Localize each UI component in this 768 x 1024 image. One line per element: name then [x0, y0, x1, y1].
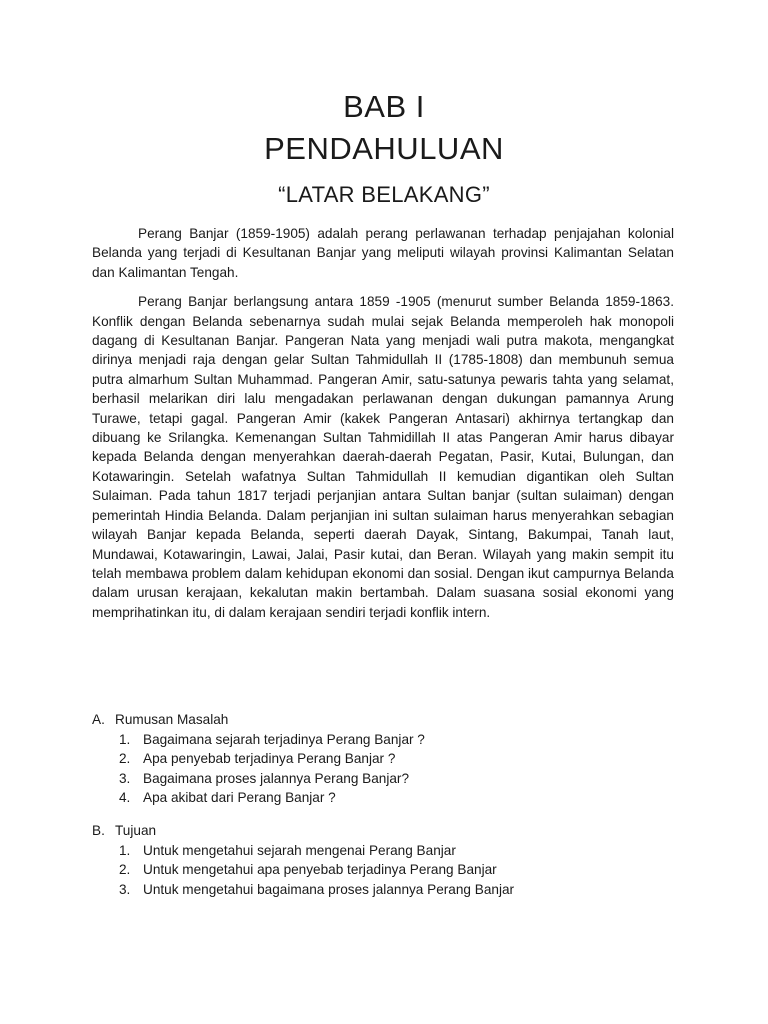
section-letter: B.: [92, 823, 105, 838]
list-item: [92, 860, 674, 880]
list-number: 3.: [119, 881, 131, 897]
paragraph-history: Perang Banjar berlangsung antara 1859 -1905 (menurut sumber Belanda 1859-1863. Konflik dengan Belanda sebenarnya sudah mulai sejak Belanda memperoleh hak monopoli dagang di Kesultanan Banjar. Pangeran Nata yang menjadi wali putra makota, mengangkat dirinya menjadi raja dengan gelar Sultan Tahmidullah II (1785-1808) dan membunuh semua putra almarhum Sultan Muhammad. Pangeran Amir, satu-satunya pewaris tahta yang selamat, berhasil melarikan diri lalu mengadakan perlawanan dengan dukungan pamannya Arung Turawe, tetapi gagal. Pangeran Amir (kakek Pangeran Antasari) akhirnya tertangkap dan dibuang ke Srilangka. Kemenangan Sultan Tahmidillah II atas Pangeran Amir harus dibayar kepada Belanda dengan menyerahkan daerah-daerah Pegatan, Pasir, Kutai, Bulungan, dan Kotawaringin. Setelah wafatnya Sultan Tahmidullah II kemudian digantikan oleh Sultan Sulaiman. Pada tahun 1817 terjadi perjanjian antara Sultan banjar (sultan sulaiman) dengan pemerintah Hindia Belanda. Dalam perjanjian ini sultan sulaiman harus menyerahkan sebagian wilayah Banjar kepada Belanda, seperti daerah Dayak, Sintang, Bakumpai, Tanah laut, Mundawai, Kotawaringin, Lawai, Jalai, Pasir kutai, dan Beran. Wilayah yang makin sempit itu telah membawa problem dalam kehidupan ekonomi dan sosial. Dengan ikut campurnya Belanda dalam urusan kerajaan, kekalutan makin bertambah. Dalam suasana sosial ekonomi yang memprihatinkan itu, di dalam kerajaan sendiri terjadi konflik intern.: [92, 294, 674, 620]
numbered-list: [92, 841, 674, 900]
list-item-text: Bagaimana proses jalannya Perang Banjar?: [143, 770, 410, 786]
list-item: [92, 880, 674, 900]
list-number: 2.: [119, 751, 131, 767]
list-item: [92, 749, 674, 769]
list-item-text: Untuk mengetahui sejarah mengenai Perang Banjar: [143, 842, 456, 858]
section-heading-text: Rumusan Masalah: [115, 712, 229, 727]
section-rumusan-masalah: [92, 710, 674, 808]
section-heading: [92, 821, 674, 841]
list-number: 2.: [119, 862, 131, 878]
list-item: [92, 769, 674, 789]
paragraph-intro: Perang Banjar (1859-1905) adalah perang perlawanan terhadap penjajahan kolonial Belanda yang terjadi di Kesultanan Banjar yang meliputi wilayah provinsi Kalimantan Selatan dan Kalimantan Tengah.: [92, 226, 674, 280]
list-item-text: Untuk mengetahui bagaimana proses jalannya Perang Banjar: [143, 881, 515, 897]
chapter-name: PENDAHULUAN: [264, 131, 504, 166]
list-item: [92, 841, 674, 861]
list-item-text: Untuk mengetahui apa penyebab terjadinya Perang Banjar: [143, 862, 497, 878]
section-heading-text: Tujuan: [115, 823, 157, 838]
section-heading: [92, 710, 674, 730]
section-subtitle: “LATAR BELAKANG”: [278, 182, 490, 207]
section-tujuan: [92, 821, 674, 899]
list-item-text: Apa akibat dari Perang Banjar ?: [143, 790, 336, 806]
list-item-text: Apa penyebab terjadinya Perang Banjar ?: [143, 751, 396, 767]
chapter-title: [0, 86, 768, 170]
chapter-number: BAB I: [343, 89, 425, 124]
list-item-text: Bagaimana sejarah terjadinya Perang Banjar ?: [143, 731, 425, 747]
numbered-list: [92, 730, 674, 808]
list-item: [92, 730, 674, 750]
list-number: 3.: [119, 770, 131, 786]
list-number: 1.: [119, 731, 131, 747]
list-number: 1.: [119, 842, 131, 858]
list-item: [92, 788, 674, 808]
section-letter: A.: [92, 712, 105, 727]
list-number: 4.: [119, 790, 131, 806]
body-text: [92, 224, 674, 632]
